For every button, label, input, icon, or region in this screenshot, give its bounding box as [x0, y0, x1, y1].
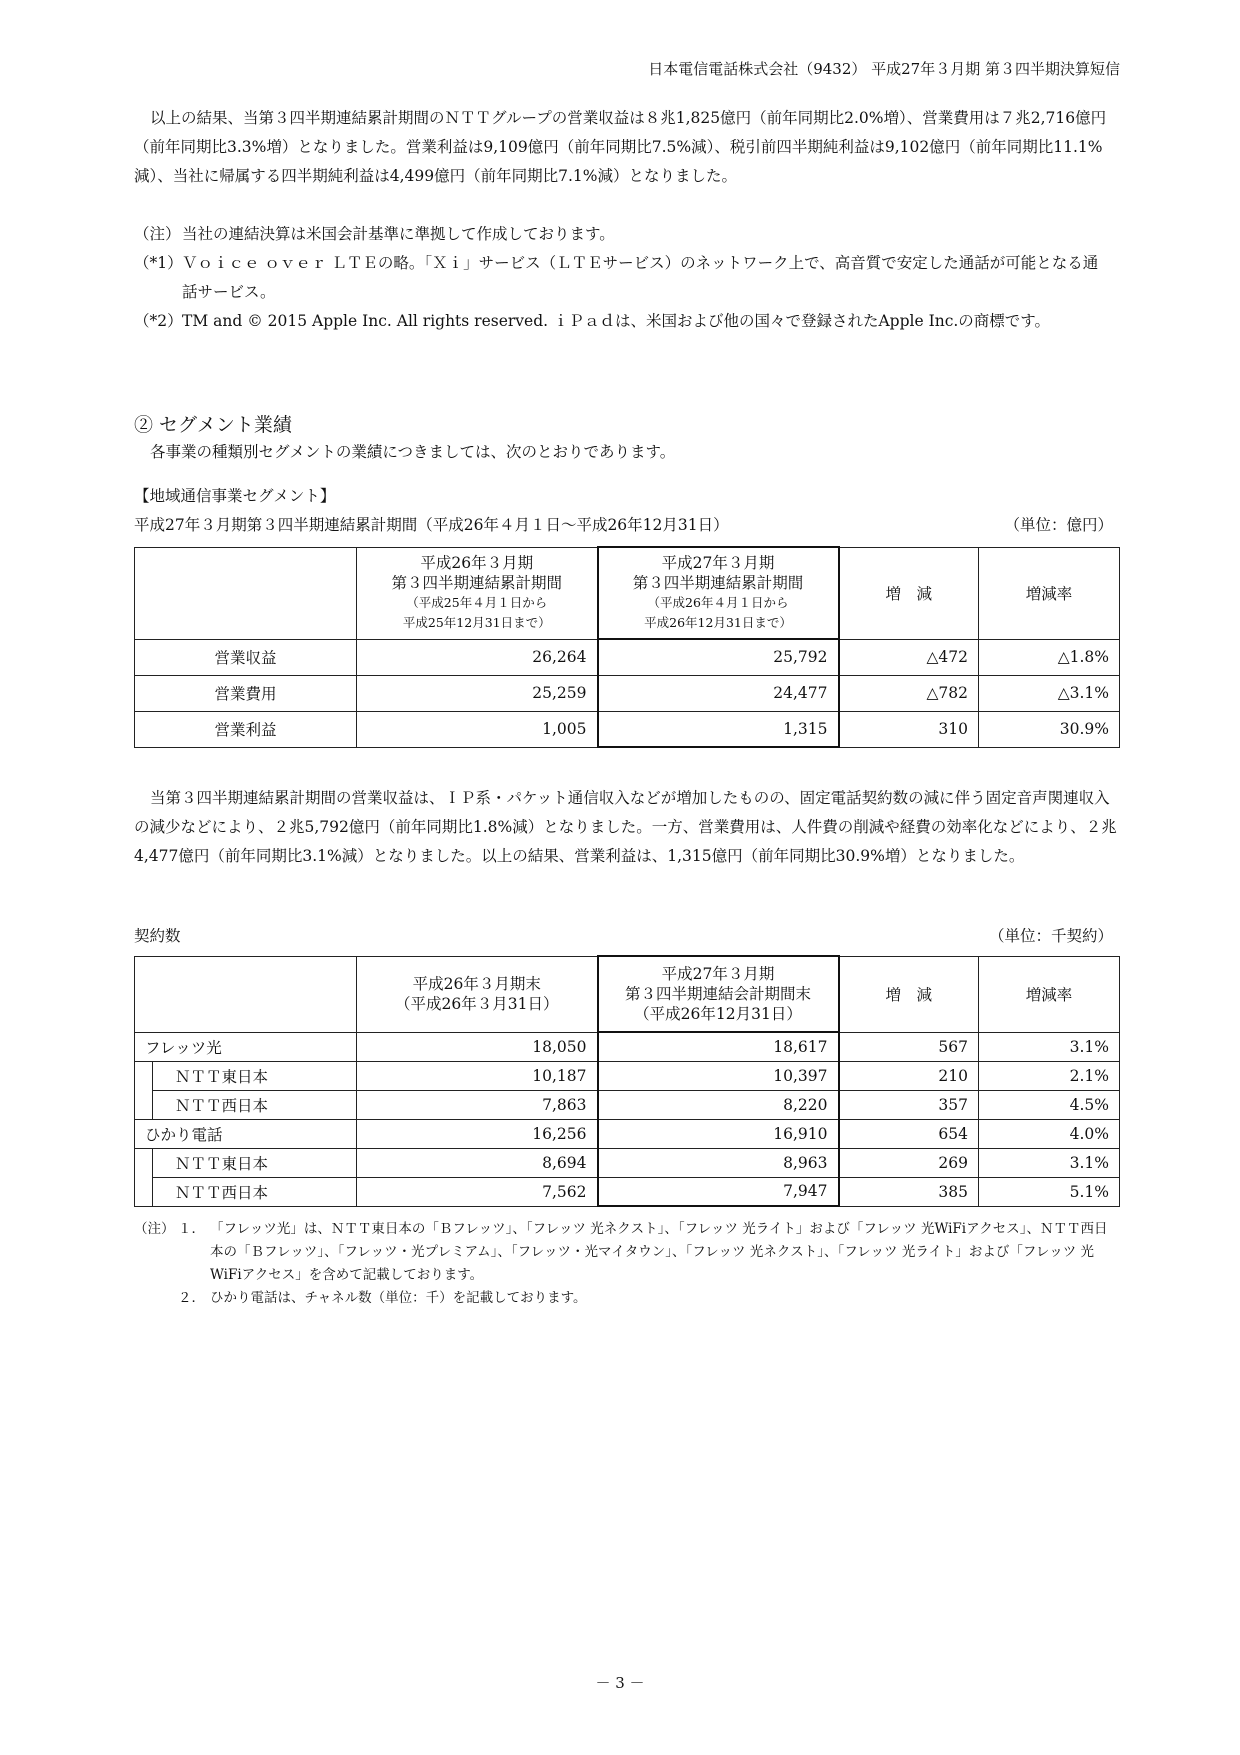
row-sublabel: ＮＴＴ西日本: [153, 1090, 357, 1119]
row-label: 営業費用: [135, 675, 357, 711]
table-row: [135, 1032, 1120, 1061]
rate-value: 3.1%: [979, 1148, 1120, 1177]
footnotes: [134, 1218, 1119, 1310]
prev-value: 26,264: [357, 639, 598, 675]
prev-value: 10,187: [357, 1061, 598, 1090]
rate-value: 4.5%: [979, 1090, 1120, 1119]
table2-corner: [135, 956, 357, 1032]
curr-value: 18,617: [598, 1032, 839, 1061]
row-label: フレッツ光: [135, 1032, 357, 1061]
note-text: 当社の連結決算は米国会計基準に準拠して作成しております。: [182, 225, 615, 243]
section-title: ② セグメント業績: [134, 414, 292, 436]
diff-value: 357: [839, 1090, 979, 1119]
prev-value: 16,256: [357, 1119, 598, 1148]
table-row: [135, 1177, 1120, 1206]
table2-col-prev: 平成26年３月期末 （平成26年３月31日）: [357, 956, 598, 1032]
indent-cell: [135, 1148, 153, 1177]
prev-value: 7,863: [357, 1090, 598, 1119]
notes-list: [134, 220, 1112, 336]
diff-value: 567: [839, 1032, 979, 1061]
document-header: 日本電信電話株式会社（9432） 平成27年３月期 第３四半期決算短信: [648, 60, 1120, 78]
note-item: [134, 249, 1112, 307]
rate-value: 2.1%: [979, 1061, 1120, 1090]
row-label: 営業利益: [135, 711, 357, 747]
note-item: [134, 307, 1112, 336]
table1-col-rate: 増減率: [979, 547, 1120, 639]
note-text: Ｖｏｉｃｅ ｏｖｅｒ ＬＴＥの略。「Ｘｉ」サービス（ＬＴＥサービス）のネットワーク上で、高音質で安定した通話が可能となる通話サービス。: [182, 254, 1099, 301]
table2-col-rate: 増減率: [979, 956, 1120, 1032]
prev-value: 7,562: [357, 1177, 598, 1206]
footnote-head: （注）: [134, 1221, 175, 1237]
table1-corner: [135, 547, 357, 639]
table1-col-curr: 平成27年３月期 第３四半期連結累計期間 （平成26年４月１日から 平成26年12月31日まで）: [598, 547, 839, 639]
segment-results-table: [134, 546, 1120, 748]
table2-col-curr: 平成27年３月期 第３四半期連結会計期間末 （平成26年12月31日）: [598, 956, 839, 1032]
segment-title: 【地域通信事業セグメント】: [134, 487, 336, 505]
curr-value: 8,220: [598, 1090, 839, 1119]
prev-value: 25,259: [357, 675, 598, 711]
note-mark: （注）: [134, 225, 181, 243]
contracts-table: [134, 955, 1120, 1207]
footnote-number: １．: [178, 1221, 205, 1237]
prev-value: 1,005: [357, 711, 598, 747]
rate-value: △3.1%: [979, 675, 1120, 711]
table-row: [135, 711, 1120, 747]
curr-value: 8,963: [598, 1148, 839, 1177]
period-caption: 平成27年３月期第３四半期連結累計期間（平成26年４月１日～平成26年12月31日）: [134, 516, 729, 534]
intro-paragraph: 以上の結果、当第３四半期連結累計期間のＮＴＴグループの営業収益は８兆1,825億円（前年同期比2.0%増）、営業費用は７兆2,716億円（前年同期比3.3%増）となりました。営業利益は9,109億円（前年同期比7.5%減）、税引前四半期純利益は9,102億円（前年同期比11.1%減）、当社に帰属する四半期純利益は4,499億円（前年同期比7.1%減）となりました。: [134, 109, 1107, 185]
curr-value: 10,397: [598, 1061, 839, 1090]
contracts-title: 契約数: [134, 927, 181, 945]
table-row: [135, 675, 1120, 711]
table-row: [135, 1090, 1120, 1119]
prev-value: 8,694: [357, 1148, 598, 1177]
table-row: [135, 1148, 1120, 1177]
note-text: TM and © 2015 Apple Inc. All rights reserved. ｉＰａｄは、米国および他の国々で登録されたApple Inc.の商標です。: [182, 312, 1051, 330]
note-item: [134, 220, 1112, 249]
footnote-item: [134, 1218, 1119, 1287]
unit-yen: （単位：億円）: [1004, 516, 1113, 534]
table-row: [135, 1119, 1120, 1148]
rate-value: 3.1%: [979, 1032, 1120, 1061]
page-number: － 3 －: [595, 1674, 645, 1692]
note-mark: （*2）: [134, 312, 183, 330]
indent-cell: [135, 1177, 153, 1206]
note-mark: （*1）: [134, 254, 183, 272]
row-label: ひかり電話: [135, 1119, 357, 1148]
table1-col-prev: 平成26年３月期 第３四半期連結累計期間 （平成25年４月１日から 平成25年12月31日まで）: [357, 547, 598, 639]
indent-cell: [135, 1061, 153, 1090]
table2-col-diff: 増 減: [839, 956, 979, 1032]
indent-cell: [135, 1090, 153, 1119]
diff-value: △472: [839, 639, 979, 675]
table-row: [135, 639, 1120, 675]
diff-value: 385: [839, 1177, 979, 1206]
rate-value: 5.1%: [979, 1177, 1120, 1206]
section-intro: 各事業の種類別セグメントの業績につきましては、次のとおりであります。: [150, 443, 676, 461]
row-sublabel: ＮＴＴ西日本: [153, 1177, 357, 1206]
row-sublabel: ＮＴＴ東日本: [153, 1061, 357, 1090]
curr-value: 1,315: [598, 711, 839, 747]
footnote-number: ２．: [178, 1290, 205, 1306]
diff-value: 210: [839, 1061, 979, 1090]
diff-value: 654: [839, 1119, 979, 1148]
footnote-text: 「フレッツ光」は、ＮＴＴ東日本の「Ｂフレッツ」、「フレッツ 光ネクスト」、「フレッツ 光ライト」および「フレッツ 光WiFiアクセス」、ＮＴＴ西日本の「Ｂフレッツ」、「フレッツ・光プレミアム」、「フレッツ・光マイタウン」、「フレッツ 光ネクスト」、「フレッツ 光ライト」および「フレッツ 光WiFiアクセス」を含めて記載しております。: [210, 1221, 1108, 1283]
footnote-text: ひかり電話は、チャネル数（単位：千）を記載しております。: [210, 1290, 587, 1306]
curr-value: 24,477: [598, 675, 839, 711]
result-paragraph: 当第３四半期連結累計期間の営業収益は、ＩＰ系・パケット通信収入などが増加したものの、固定電話契約数の減に伴う固定音声関連収入の減少などにより、２兆5,792億円（前年同期比1.8%減）となりました。一方、営業費用は、人件費の削減や経費の効率化などにより、２兆4,477億円（前年同期比3.1%減）となりました。以上の結果、営業利益は、1,315億円（前年同期比30.9%増）となりました。: [134, 789, 1117, 865]
rate-value: △1.8%: [979, 639, 1120, 675]
unit-contracts: （単位：千契約）: [988, 927, 1113, 945]
diff-value: 310: [839, 711, 979, 747]
diff-value: △782: [839, 675, 979, 711]
footnote-item: [134, 1287, 1119, 1310]
curr-value: 25,792: [598, 639, 839, 675]
row-label: 営業収益: [135, 639, 357, 675]
table-row: [135, 1061, 1120, 1090]
table1-col-diff: 増 減: [839, 547, 979, 639]
row-sublabel: ＮＴＴ東日本: [153, 1148, 357, 1177]
rate-value: 30.9%: [979, 711, 1120, 747]
curr-value: 16,910: [598, 1119, 839, 1148]
rate-value: 4.0%: [979, 1119, 1120, 1148]
curr-value: 7,947: [598, 1177, 839, 1206]
diff-value: 269: [839, 1148, 979, 1177]
prev-value: 18,050: [357, 1032, 598, 1061]
